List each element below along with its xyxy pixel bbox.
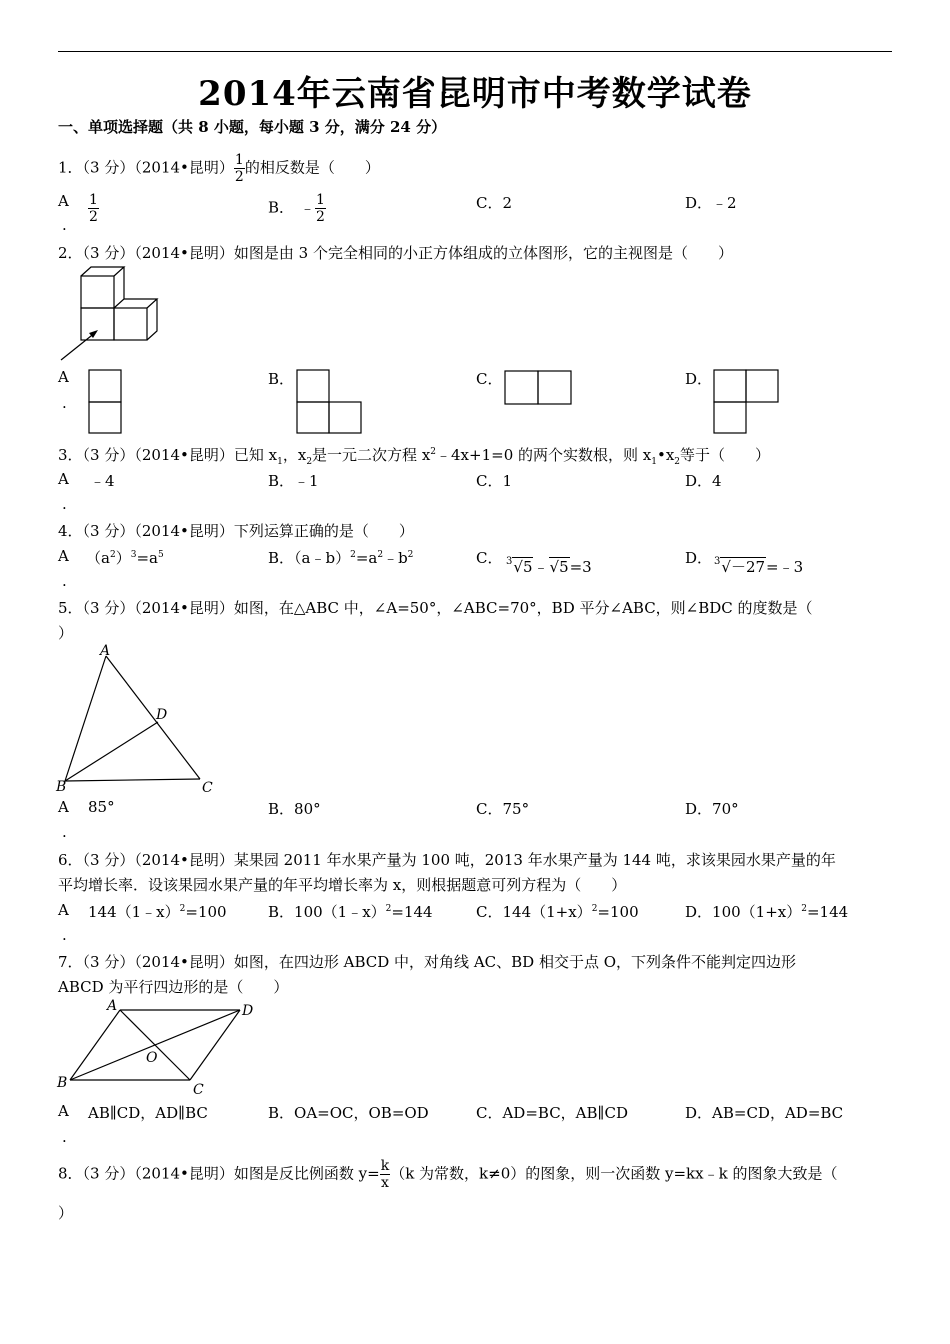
q1-suffix: 的相反数是（ ）: [244, 158, 380, 177]
section-heading: 一、单项选择题（共 8 小题，每小题 3 分，满分 24 分）: [58, 118, 447, 136]
q4-option-a-dot: .: [62, 572, 67, 590]
q2-option-a-label[interactable]: A: [58, 368, 69, 386]
q4-option-c[interactable]: $^3$√5﹣√5=3: [506, 556, 592, 576]
top-rule: [58, 51, 892, 52]
question-1: [58, 152, 380, 185]
q1-option-d[interactable]: D．﹣2: [685, 194, 737, 212]
question-6-line2: 平均增长率．设该果园水果产量的年平均增长率为 x，则根据题意可列方程为（ ）: [58, 876, 627, 894]
q7-option-a-dot: .: [62, 1128, 67, 1146]
question-3: 3．（3 分）（2014•昆明）已知 $x_1$，$x_2$是一元二次方程 $x^2﹣4x+1=0$ 的两个实数根，则 $x_1•x_2$等于（ ）: [58, 446, 771, 467]
q4-option-c-label[interactable]: C．: [476, 549, 503, 567]
q7-label-b: B: [57, 1075, 68, 1091]
q2-option-a-figure[interactable]: [88, 369, 124, 435]
q4-option-d[interactable]: $^3$√－27=﹣3: [714, 556, 804, 576]
q1-option-a-dot: .: [62, 216, 67, 234]
q2-option-d-label[interactable]: D．: [685, 370, 713, 388]
q6-option-d[interactable]: D．$100(1+x)^2=144$: [685, 903, 849, 921]
q5-label-a: A: [100, 643, 111, 659]
question-8-line1: 8．（3 分）（2014•昆明）如图是反比例函数 y= $\frac{k}{x}$ （k 为常数，k≠0）的图象，则一次函数 y=kx﹣k 的图象大致是（: [58, 1158, 838, 1191]
q7-option-d[interactable]: D．AB=CD，AD=BC: [685, 1104, 844, 1122]
q6-option-c[interactable]: C．$144(1+x)^2=100$: [476, 903, 639, 921]
question-8-line2: ）: [58, 1204, 74, 1222]
q5-option-c[interactable]: C．75°: [476, 800, 530, 818]
q7-option-c[interactable]: C．AD=BC，AB∥CD: [476, 1104, 628, 1122]
question-4: 4．（3 分）（2014•昆明）下列运算正确的是（ ）: [58, 522, 414, 540]
question-7-line1: 7．（3 分）（2014•昆明）如图，在四边形 ABCD 中，对角线 AC、BD 相交于点 O，下列条件不能判定四边形: [58, 953, 797, 971]
question-5-line1: 5．（3 分）（2014•昆明）如图，在△ABC 中，∠A=50°，∠ABC=70°，BD 平分∠ABC，则∠BDC 的度数是（: [58, 599, 813, 617]
q6-option-a-dot: .: [62, 926, 67, 944]
q7-label-a: A: [107, 998, 118, 1014]
q6-option-a[interactable]: 144（1﹣x）$^2$=100: [88, 903, 227, 921]
page-title: 2014年云南省昆明市中考数学试卷: [198, 74, 752, 114]
q4-option-b[interactable]: B．$(a﹣b)^2=a^2﹣b^2$: [268, 549, 414, 567]
q5-option-b[interactable]: B．80°: [268, 800, 321, 818]
q1-option-a[interactable]: $\frac{1}{2}$: [89, 192, 98, 225]
q7-option-a[interactable]: AB∥CD，AD∥BC: [88, 1104, 208, 1122]
question-6-line1: 6．（3 分）（2014•昆明）某果园 2011 年水果产量为 100 吨，2013 年水果产量为 144 吨，求该果园水果产量的年: [58, 851, 836, 869]
q5-option-a[interactable]: 85°: [88, 798, 115, 816]
q2-option-c-figure[interactable]: [504, 370, 574, 406]
q3-option-a[interactable]: ﹣4: [90, 472, 115, 490]
q1-option-c[interactable]: C．2: [476, 194, 513, 212]
q3-option-c[interactable]: C．1: [476, 472, 513, 490]
q7-label-o: O: [146, 1050, 158, 1066]
q5-label-d: D: [156, 707, 168, 723]
q7-option-a-label[interactable]: A: [58, 1102, 69, 1120]
q3-option-d[interactable]: D．4: [685, 472, 722, 490]
q5-label-c: C: [202, 780, 213, 796]
q7-option-b[interactable]: B．OA=OC，OB=OD: [268, 1104, 429, 1122]
q1-option-b[interactable]: B． ﹣ $\frac{1}{2}$: [268, 192, 325, 225]
q4-option-a-label[interactable]: A: [58, 547, 69, 565]
q7-label-d: D: [242, 1003, 254, 1019]
q5-option-a-label[interactable]: A: [58, 798, 69, 816]
q5-label-b: B: [56, 779, 67, 795]
q1-prefix: 1．（3 分）（2014•昆明）: [58, 158, 234, 177]
q2-option-d-figure[interactable]: [713, 369, 781, 435]
q3-option-b[interactable]: B．﹣1: [268, 472, 319, 490]
q2-option-c-label[interactable]: C．: [476, 370, 503, 388]
q2-cube-figure: [58, 266, 162, 364]
q3-option-a-dot: .: [62, 495, 67, 513]
q6-option-a-label[interactable]: A: [58, 901, 69, 919]
question-5-line2: ）: [58, 624, 74, 642]
question-2: 2．（3 分）（2014•昆明）如图是由 3 个完全相同的小正方体组成的立体图形，它的主视图是（ ）: [58, 244, 733, 262]
q5-option-a-dot: .: [62, 823, 67, 841]
q1-option-a-label[interactable]: A: [58, 192, 69, 210]
q2-option-b-figure[interactable]: [296, 369, 364, 435]
q6-option-b[interactable]: B．100（1﹣x）$^2$=144: [268, 903, 433, 921]
q3-option-a-label[interactable]: A: [58, 470, 69, 488]
q2-option-b-label[interactable]: B．: [268, 370, 295, 388]
q1-fraction: $\frac{1}{2}$: [234, 152, 244, 185]
q5-triangle-figure: [54, 640, 224, 800]
q5-option-d[interactable]: D．70°: [685, 800, 739, 818]
q7-parallelogram-figure: [54, 996, 264, 1100]
question-7-line2: ABCD 为平行四边形的是（ ）: [58, 978, 289, 996]
q2-option-a-dot: .: [62, 394, 67, 412]
q4-option-a[interactable]: $(a^2)^3=a^5$: [86, 549, 164, 567]
q4-option-d-label[interactable]: D．: [685, 549, 713, 567]
q7-label-c: C: [193, 1082, 204, 1098]
